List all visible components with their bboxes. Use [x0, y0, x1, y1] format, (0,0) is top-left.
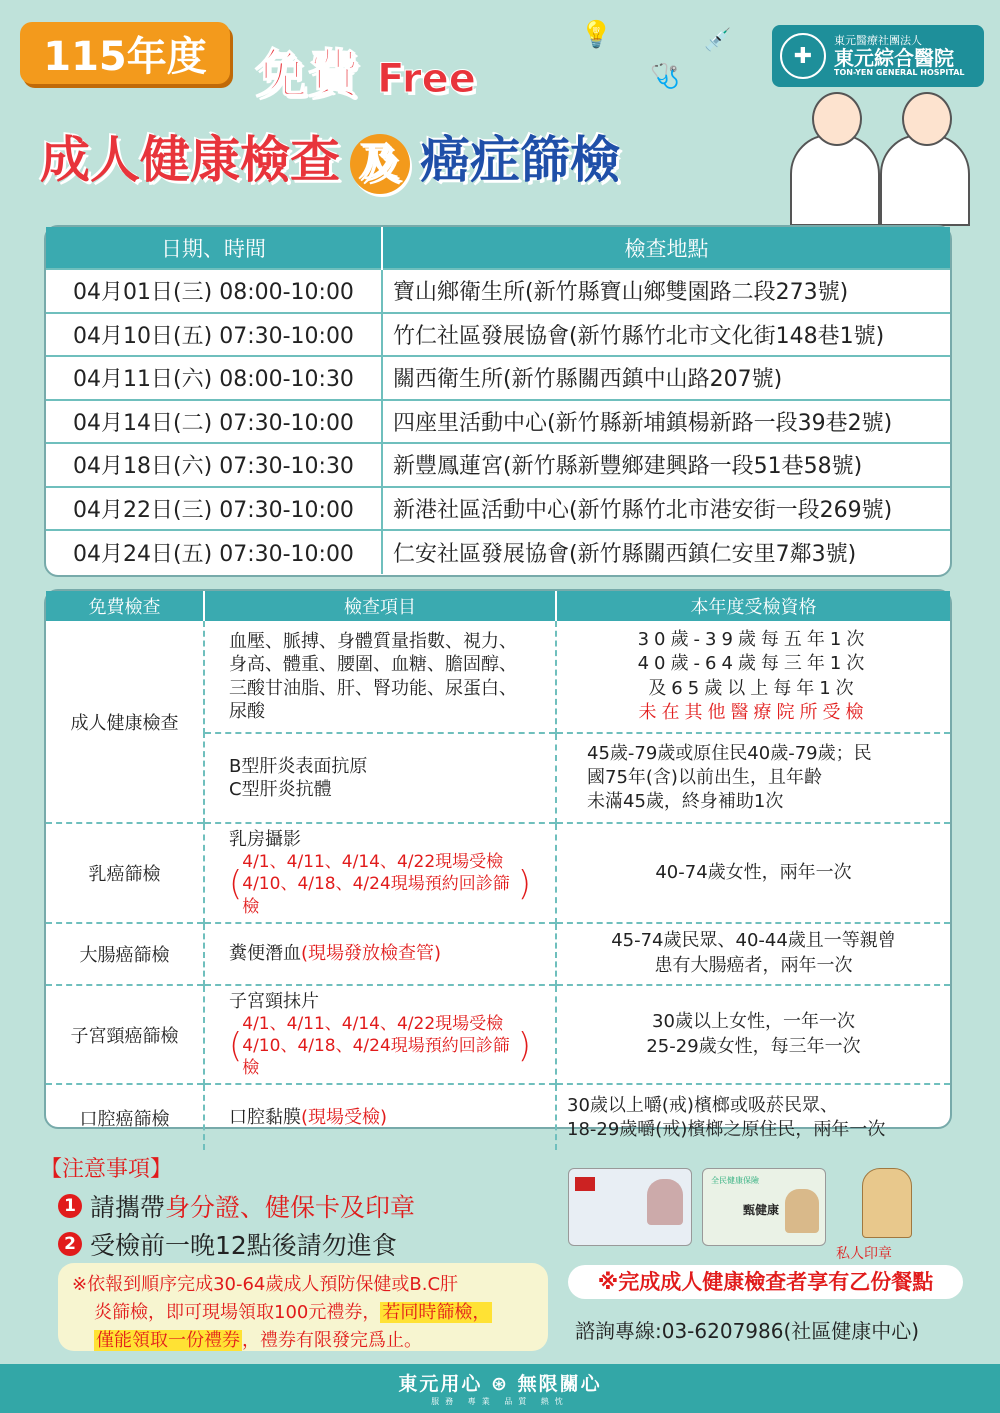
schedule-date: 04月01日(三) 08:00-10:00: [46, 269, 382, 313]
hospital-emblem-icon: ⊛: [491, 1373, 509, 1395]
lightbulb-icon: 💡: [580, 20, 613, 50]
title-part1: 成人健康檢查: [40, 131, 340, 189]
schedule-date: 04月18日(六) 07:30-10:30: [46, 443, 382, 487]
adult-item-line: 尿酸: [229, 700, 265, 722]
breast-note: 4/1、4/11、4/14、4/22現場受檢: [242, 852, 504, 873]
items-table: [46, 591, 950, 1150]
adult-item-line: 身高、體重、腰圍、血糖、膽固醇、: [229, 654, 517, 676]
breast-check-name: 乳癌篩檢: [46, 823, 204, 923]
schedule-date: 04月24日(五) 07:30-10:00: [46, 530, 382, 574]
doctor-illustration-female: [880, 134, 970, 226]
year-badge: 115年度: [20, 22, 230, 84]
hepatitis-elig-line: 國75年(含)以前出生，且年齡: [587, 766, 822, 788]
schedule-place: 仁安社區發展協會(新竹縣關西鎮仁安里7鄰3號): [382, 530, 950, 574]
nhi-card-name: 甄健康: [743, 1203, 780, 1217]
footer: [0, 1364, 1000, 1413]
notice-text: 受檢前一晚12點後請勿進食: [90, 1231, 397, 1260]
hotline: 諮詢專線:03-6207986(社區健康中心): [575, 1319, 920, 1343]
syringe-icon: 💉: [704, 28, 732, 53]
note-line: 炎篩檢，即可現場領取100元禮券，: [94, 1301, 381, 1323]
free-en: Free: [377, 56, 476, 102]
adult-elig-warning: 未在其他醫療院所受檢: [638, 701, 869, 723]
colon-elig-line: 45-74歲民眾、40-44歲且一等親曾: [611, 930, 896, 952]
schedule-date: 04月10日(五) 07:30-10:00: [46, 313, 382, 357]
table-row: [46, 443, 950, 487]
colon-eligibility: [556, 923, 950, 985]
schedule-date: 04月14日(二) 07:30-10:00: [46, 400, 382, 444]
breast-note: 4/10、4/18、4/24現場預約回診篩檢: [242, 874, 510, 917]
notice-title: 【注意事項】: [40, 1157, 173, 1182]
oral-items: [204, 1084, 556, 1150]
number-icon: 2: [58, 1232, 82, 1256]
adult-check-name: 成人健康檢查: [46, 621, 204, 823]
note-line: ※依報到順序完成30-64歲成人預防保健或B.C肝: [72, 1274, 459, 1295]
hospital-emblem-icon: ✚: [780, 33, 826, 79]
schedule-header-place: 檢查地點: [382, 227, 950, 269]
note-line: ，禮券有限發完爲止。: [242, 1329, 422, 1351]
colon-item-note: (現場發放檢查管): [301, 942, 442, 964]
schedule-table: [46, 227, 950, 574]
free-title: [255, 32, 476, 107]
adult-elig-line: 40歲-64歲每三年1次: [637, 653, 870, 675]
main-title: [40, 120, 620, 194]
cervical-note: 4/10、4/18、4/24現場預約回診篩檢: [242, 1036, 510, 1079]
adult-eligibility: [556, 621, 950, 733]
colon-check-name: 大腸癌篩檢: [46, 923, 204, 985]
breast-item: 乳房攝影: [229, 829, 301, 850]
notice-item-1: [58, 1188, 415, 1224]
colon-item: 糞便潛血: [229, 942, 301, 964]
schedule-place: 寶山鄉衛生所(新竹縣寶山鄉雙園路二段273號): [382, 269, 950, 313]
schedule-place: 四座里活動中心(新竹縣新埔鎮楊新路一段39巷2號): [382, 400, 950, 444]
footer-slogan: 無限關心: [517, 1373, 602, 1395]
adult-item-line: 三酸甘油脂、肝、腎功能、尿蛋白、: [229, 677, 517, 699]
oral-check-name: 口腔癌篩檢: [46, 1084, 204, 1150]
gift-voucher-note: [58, 1263, 548, 1351]
colon-items: [204, 923, 556, 985]
schedule-place: 關西衛生所(新竹縣關西鎮中山路207號): [382, 356, 950, 400]
table-row: [46, 823, 950, 923]
table-row: [46, 530, 950, 574]
schedule-card: [44, 225, 952, 577]
cervical-item: 子宮頸抹片: [229, 990, 319, 1012]
schedule-place: 新港社區活動中心(新竹縣竹北市港安街一段269號): [382, 487, 950, 531]
schedule-date: 04月11日(六) 08:00-10:30: [46, 356, 382, 400]
cervical-elig-line: 25-29歲女性，每三年一次: [646, 1035, 861, 1057]
footer-subtitle: 服務 專業 品質 熱忱: [431, 1397, 569, 1406]
table-row: [46, 621, 950, 733]
number-icon: 1: [58, 1194, 82, 1218]
adult-item-line: 血壓、脈搏、身體質量指數、視力、: [229, 630, 517, 652]
nhi-card-label: 全民健康保險: [711, 1176, 759, 1185]
table-row: [46, 487, 950, 531]
notice-text: 請攜帶: [90, 1193, 166, 1222]
hepatitis-item-line: C型肝炎抗體: [229, 779, 332, 800]
schedule-header-date: 日期、時間: [46, 227, 382, 269]
oral-item-note: (現場受檢): [301, 1107, 388, 1129]
flag-icon: [575, 1177, 595, 1191]
items-card: [44, 589, 952, 1140]
nhi-card-image: [702, 1168, 826, 1246]
footer-slogan: 東元用心: [398, 1373, 483, 1395]
adult-items: [204, 621, 556, 733]
table-row: [46, 1084, 950, 1150]
colon-elig-line: 患有大腸癌者，兩年一次: [654, 954, 853, 976]
cervical-note: 4/1、4/11、4/14、4/22現場受檢: [242, 1014, 504, 1035]
hepatitis-items: [204, 733, 556, 823]
oral-elig-line: 30歲以上嚼(戒)檳榔或吸菸民眾、: [567, 1094, 838, 1116]
breast-eligibility: 40-74歲女性，兩年一次: [556, 823, 950, 923]
items-header-eligibility: 本年度受檢資格: [556, 591, 950, 621]
table-row: [46, 313, 950, 357]
notice-item-2: [58, 1226, 397, 1262]
hepatitis-eligibility: [556, 733, 950, 823]
cervical-items: 子宮頸抹片 ( 4/1、4/11、4/14、4/22現場受檢 4/10、4/18、4/24現場預約回診篩檢 ): [204, 985, 556, 1085]
hepatitis-elig-line: 45歲-79歲或原住民40歲-79歲；民: [587, 742, 872, 764]
portrait-photo: [785, 1189, 819, 1233]
table-row: [46, 269, 950, 313]
schedule-place: 新豐鳳蓮宮(新竹縣新豐鄉建興路一段51巷58號): [382, 443, 950, 487]
adult-elig-line: 30歲-39歲每五年1次: [637, 628, 870, 650]
cervical-eligibility: [556, 985, 950, 1085]
schedule-place: 竹仁社區發展協會(新竹縣竹北市文化街148巷1號): [382, 313, 950, 357]
stamp-image: [862, 1168, 912, 1238]
adult-elig-line: 及65歲以上每年1次: [648, 677, 859, 699]
hospital-logo: [772, 25, 984, 87]
hospital-name: 東元綜合醫院: [834, 45, 954, 70]
oral-item: 口腔黏膜: [229, 1107, 301, 1129]
items-header-type: 免費檢查: [46, 591, 204, 621]
table-row: [46, 923, 950, 985]
hospital-org: 東元醫療社團法人: [834, 33, 922, 47]
breast-items: 乳房攝影 ( 4/1、4/11、4/14、4/22現場受檢 4/10、4/18、4/24現場預約回診篩檢 ): [204, 823, 556, 923]
portrait-photo: [647, 1179, 683, 1225]
hospital-name-en: TON-YEN GENERAL HOSPITAL: [834, 67, 965, 77]
free-zh: 免費: [255, 45, 360, 105]
note-highlight: 若同時篩檢，: [382, 1301, 491, 1323]
hepatitis-item-line: B型肝炎表面抗原: [229, 755, 368, 777]
table-row: [46, 985, 950, 1085]
cervical-check-name: 子宮頸癌篩檢: [46, 985, 204, 1085]
note-highlight: 僅能領取一份禮券: [96, 1329, 240, 1351]
oral-elig-line: 18-29歲嚼(戒)檳榔之原住民，兩年一次: [567, 1118, 886, 1140]
oral-eligibility: [556, 1084, 950, 1150]
cervical-elig-line: 30歲以上女性，一年一次: [652, 1011, 855, 1033]
hepatitis-elig-line: 未滿45歲，終身補助1次: [587, 791, 784, 813]
stamp-label: 私人印章: [836, 1246, 892, 1262]
doctor-illustration-male: [790, 134, 880, 226]
stethoscope-icon: 🩺: [650, 62, 680, 90]
meal-reward-banner: ※完成成人健康檢查者享有乙份餐點: [568, 1265, 963, 1299]
title-part2: 癌症篩檢: [420, 131, 620, 189]
schedule-date: 04月22日(三) 07:30-10:00: [46, 487, 382, 531]
title-connector: 及: [350, 134, 410, 194]
table-row: [46, 356, 950, 400]
table-row: [46, 400, 950, 444]
items-header-items: 檢查項目: [204, 591, 556, 621]
notice-highlight: 身分證、健保卡及印章: [165, 1193, 416, 1222]
id-card-image: [568, 1168, 692, 1246]
